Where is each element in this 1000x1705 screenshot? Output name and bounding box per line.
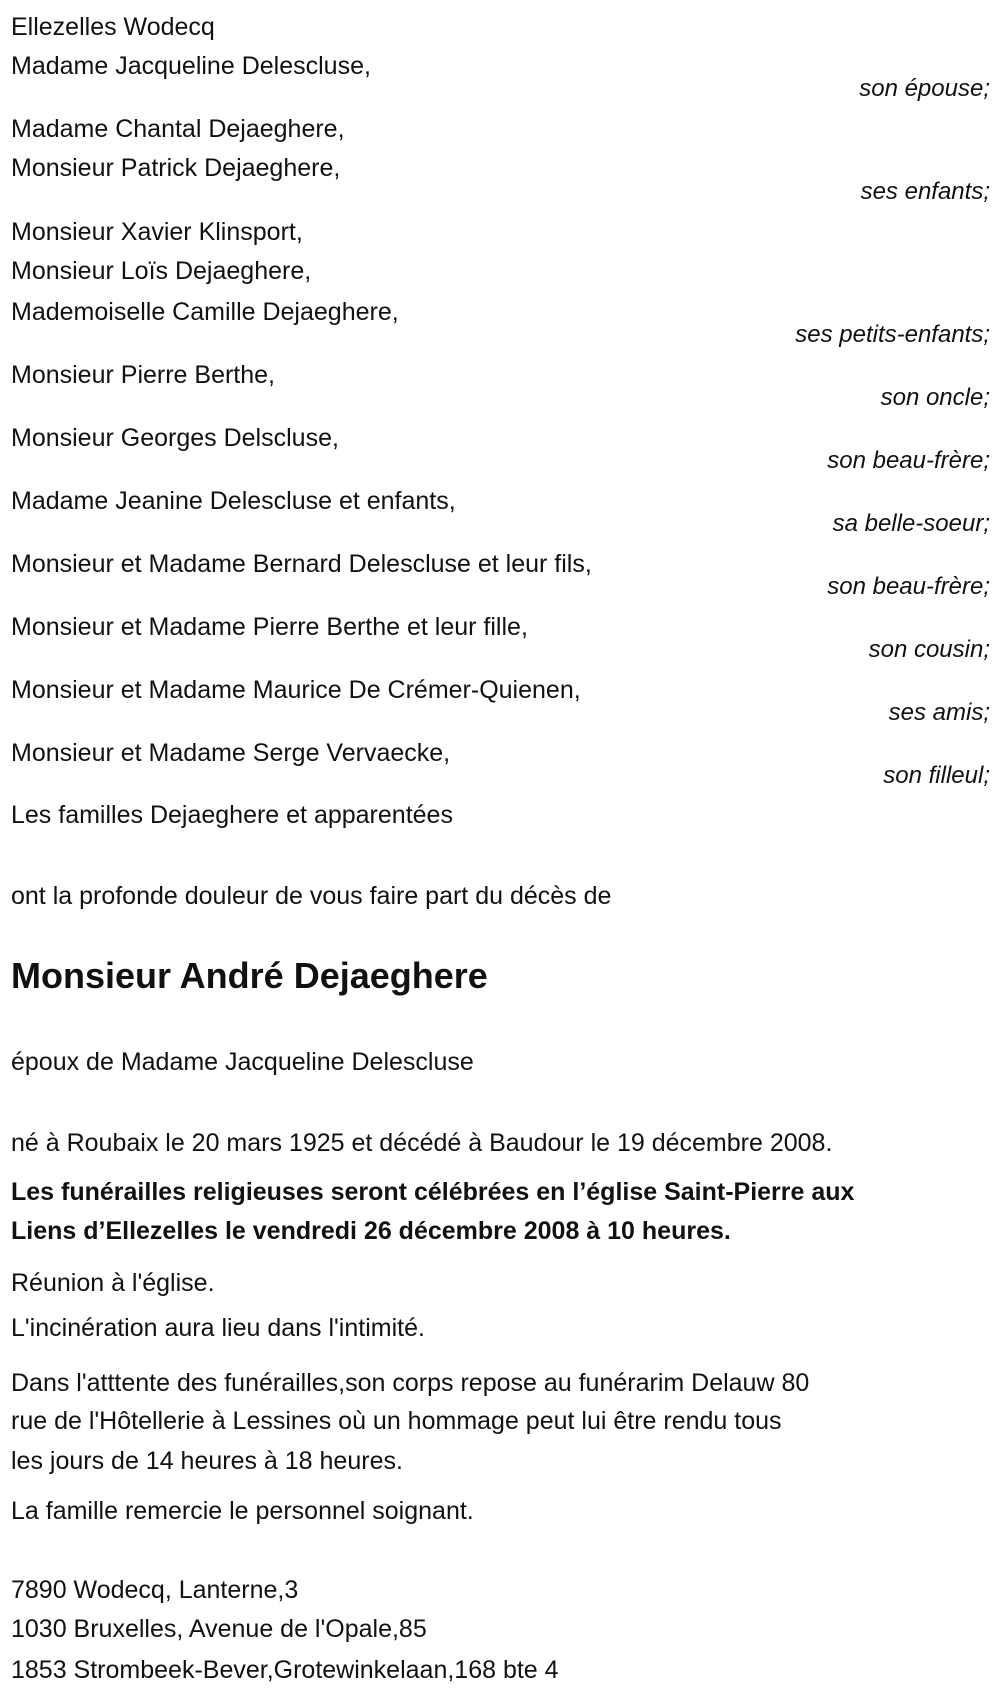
family-name: Monsieur Patrick Dejaeghere, [11,154,341,182]
viewing-line: Dans l'atttente des funérailles,son corps repose au funérarim Delauw 80 [11,1369,810,1397]
address: 1030 Bruxelles, Avenue de l'Opale,85 [11,1615,427,1643]
family-relation: ses petits-enfants; [795,321,990,348]
address: 7890 Wodecq, Lanterne,3 [11,1576,299,1604]
family-name: Monsieur Xavier Klinsport, [11,218,303,246]
family-name: Monsieur et Madame Serge Vervaecke, [11,739,451,767]
family-relation: sa belle-soeur; [832,510,990,537]
family-relation: son épouse; [859,75,990,102]
family-name: Mademoiselle Camille Dejaeghere, [11,298,399,326]
family-relation: son cousin; [868,636,990,663]
viewing-line: les jours de 14 heures à 18 heures. [11,1447,403,1475]
family-relation: ses enfants; [860,178,990,205]
spouse-line: époux de Madame Jacqueline Delescluse [11,1048,474,1076]
family-relation: son filleul; [883,762,990,789]
family-name: Monsieur et Madame Pierre Berthe et leur fille, [11,613,528,641]
funeral-line: Liens d’Ellezelles le vendredi 26 décembre 2008 à 10 heures. [11,1217,731,1245]
families-line: Les familles Dejaeghere et apparentées [11,801,453,829]
viewing-line: rue de l'Hôtellerie à Lessines où un hommage peut lui être rendu tous [11,1407,782,1435]
family-relation: son beau-frère; [827,573,990,600]
reunion: Réunion à l'église. [11,1269,215,1297]
family-name: Monsieur et Madame Maurice De Crémer-Quienen, [11,676,581,704]
cremation: L'incinération aura lieu dans l'intimité. [11,1314,425,1342]
family-name: Monsieur Georges Delscluse, [11,424,339,452]
family-name: Madame Jeanine Delescluse et enfants, [11,487,456,515]
deceased-name: Monsieur André Dejaeghere [11,955,488,996]
place: Ellezelles Wodecq [11,13,215,41]
thanks: La famille remercie le personnel soignant. [11,1497,474,1525]
family-name: Madame Chantal Dejaeghere, [11,115,345,143]
birth-death: né à Roubaix le 20 mars 1925 et décédé à Baudour le 19 décembre 2008. [11,1129,833,1157]
family-name: Monsieur Pierre Berthe, [11,361,276,389]
funeral-line: Les funérailles religieuses seront célébrées en l’église Saint-Pierre aux [11,1178,855,1206]
family-relation: son beau-frère; [827,447,990,474]
family-name: Madame Jacqueline Delescluse, [11,52,371,80]
family-name: Monsieur et Madame Bernard Delescluse et leur fils, [11,550,592,578]
family-relation: son oncle; [880,384,990,411]
announcement: ont la profonde douleur de vous faire part du décès de [11,882,612,910]
family-name: Monsieur Loïs Dejaeghere, [11,257,312,285]
address: 1853 Strombeek-Bever,Grotewinkelaan,168 bte 4 [11,1656,559,1684]
family-relation: ses amis; [888,699,990,726]
